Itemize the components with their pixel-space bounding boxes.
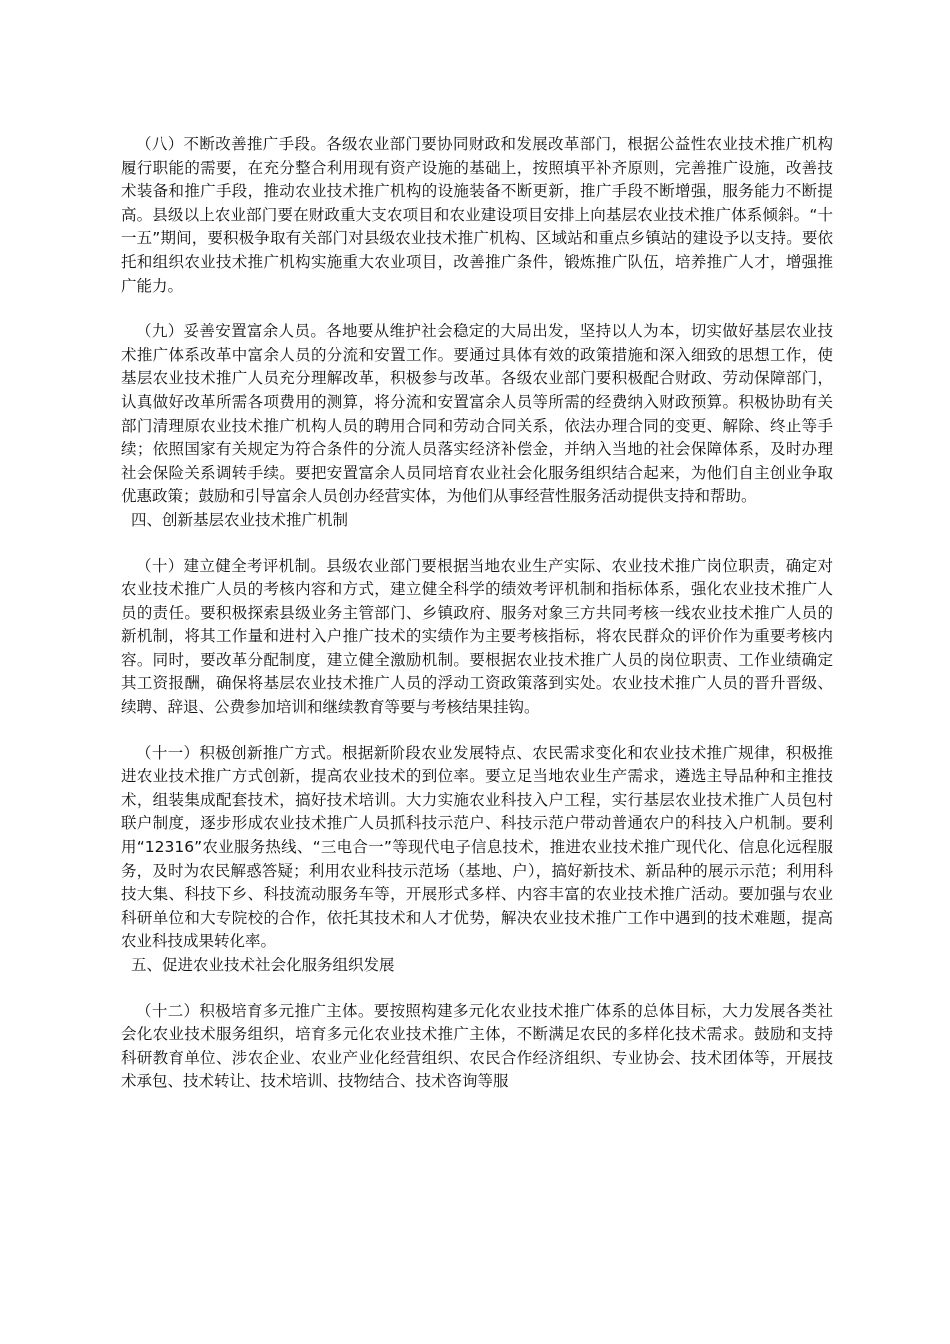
paragraph-11: （十一）积极创新推广方式。根据新阶段农业发展特点、农民需求变化和农业技术推广规律，积极推进农业技术推广方式创新，提高农业技术的到位率。要立足当地农业生产需求，遴选主导品种和主推技术，组装集成配套技术，搞好技术培训。大力实施农业科技入户工程，实行基层农业技术推广人员包村联户制度，逐步形成农业技术推广人员抓科技示范户、科技示范户带动普通农户的科技入户机制。要利用“12316”农业服务热线、“三电合一”等现代电子信息技术，推进农业技术推广现代化、信息化远程服务，及时为农民解惑答疑；利用农业科技示范场（基地、户），搞好新技术、新品种的展示示范；利用科技大集、科技下乡、科技流动服务车等，开展形式多样、内容丰富的农业技术推广活动。要加强与农业科研单位和大专院校的合作，依托其技术和人才优势，解决农业技术推广工作中遇到的技术难题，提高农业科技成果转化率。 bbox=[121, 743, 833, 951]
paragraph-12: （十二）积极培育多元推广主体。要按照构建多元化农业技术推广体系的总体目标，大力发展各类社会化农业技术服务组织，培育多元化农业技术推广主体，不断满足农民的多样化技术需求。鼓励和支持科研教育单位、涉农企业、农业产业化经营组织、农民合作经济组织、专业协会、技术团体等，开展技术承包、技术转让、技术培训、技物结合、技术咨询等服 bbox=[121, 1001, 833, 1091]
paragraph-9: （九）妥善安置富余人员。各地要从维护社会稳定的大局出发，坚持以人为本，切实做好基层农业技术推广体系改革中富余人员的分流和安置工作。要通过具体有效的政策措施和深入细致的思想工作，使基层农业技术推广人员充分理解改革，积极参与改革。各级农业部门要积极配合财政、劳动保障部门，认真做好改革所需各项费用的测算，将分流和安置富余人员等所需的经费纳入财政预算。积极协助有关部门清理原农业技术推广机构人员的聘用合同和劳动合同关系，依法办理合同的变更、解除、终止等手续；依照国家有关规定为符合条件的分流人员落实经济补偿金，并纳入当地的社会保障体系，及时办理社会保险关系调转手续。要把安置富余人员同培育农业社会化服务组织结合起来，为他们自主创业争取优惠政策；鼓励和引导富余人员创办经营实体，为他们从事经营性服务活动提供支持和帮助。 bbox=[121, 322, 833, 506]
section-heading-4: 四、创新基层农业技术推广机制 bbox=[131, 510, 349, 529]
section-heading-5: 五、促进农业技术社会化服务组织发展 bbox=[131, 956, 395, 974]
document-page bbox=[121, 133, 833, 1094]
paragraph-8: （八）不断改善推广手段。各级农业部门要协同财政和发展改革部门，根据公益性农业技术推广机构履行职能的需要，在充分整合利用现有资产设施的基础上，按照填平补齐原则，完善推广设施，改善技术装备和推广手段，推动农业技术推广机构的设施装备不断更新，推广手段不断增强，服务能力不断提高。县级以上农业部门要在财政重大支农项目和农业建设项目安排上向基层农业技术推广体系倾斜。“十一五”期间，要积极争取有关部门对县级农业技术推广机构、区域站和重点乡镇站的建设予以支持。要依托和组织农业技术推广机构实施重大农业项目，改善推广条件，锻炼推广队伍，培养推广人才，增强推广能力。 bbox=[121, 135, 833, 295]
paragraph-10: （十）建立健全考评机制。县级农业部门要根据当地农业生产实际、农业技术推广岗位职责，确定对农业技术推广人员的考核内容和方式，建立健全科学的绩效考评机制和指标体系，强化农业技术推广人员的责任。要积极探索县级业务主管部门、乡镇政府、服务对象三方共同考核一线农业技术推广人员的新机制，将其工作量和进村入户推广技术的实绩作为主要考核指标，将农民群众的评价作为重要考核内容。同时，要改革分配制度，建立健全激励机制。要根据农业技术推广人员的岗位职责、工作业绩确定其工资报酬，确保将基层农业技术推广人员的浮动工资政策落到实处。农业技术推广人员的晋升晋级、续聘、辞退、公费参加培训和继续教育等要与考核结果挂钩。 bbox=[121, 556, 833, 717]
